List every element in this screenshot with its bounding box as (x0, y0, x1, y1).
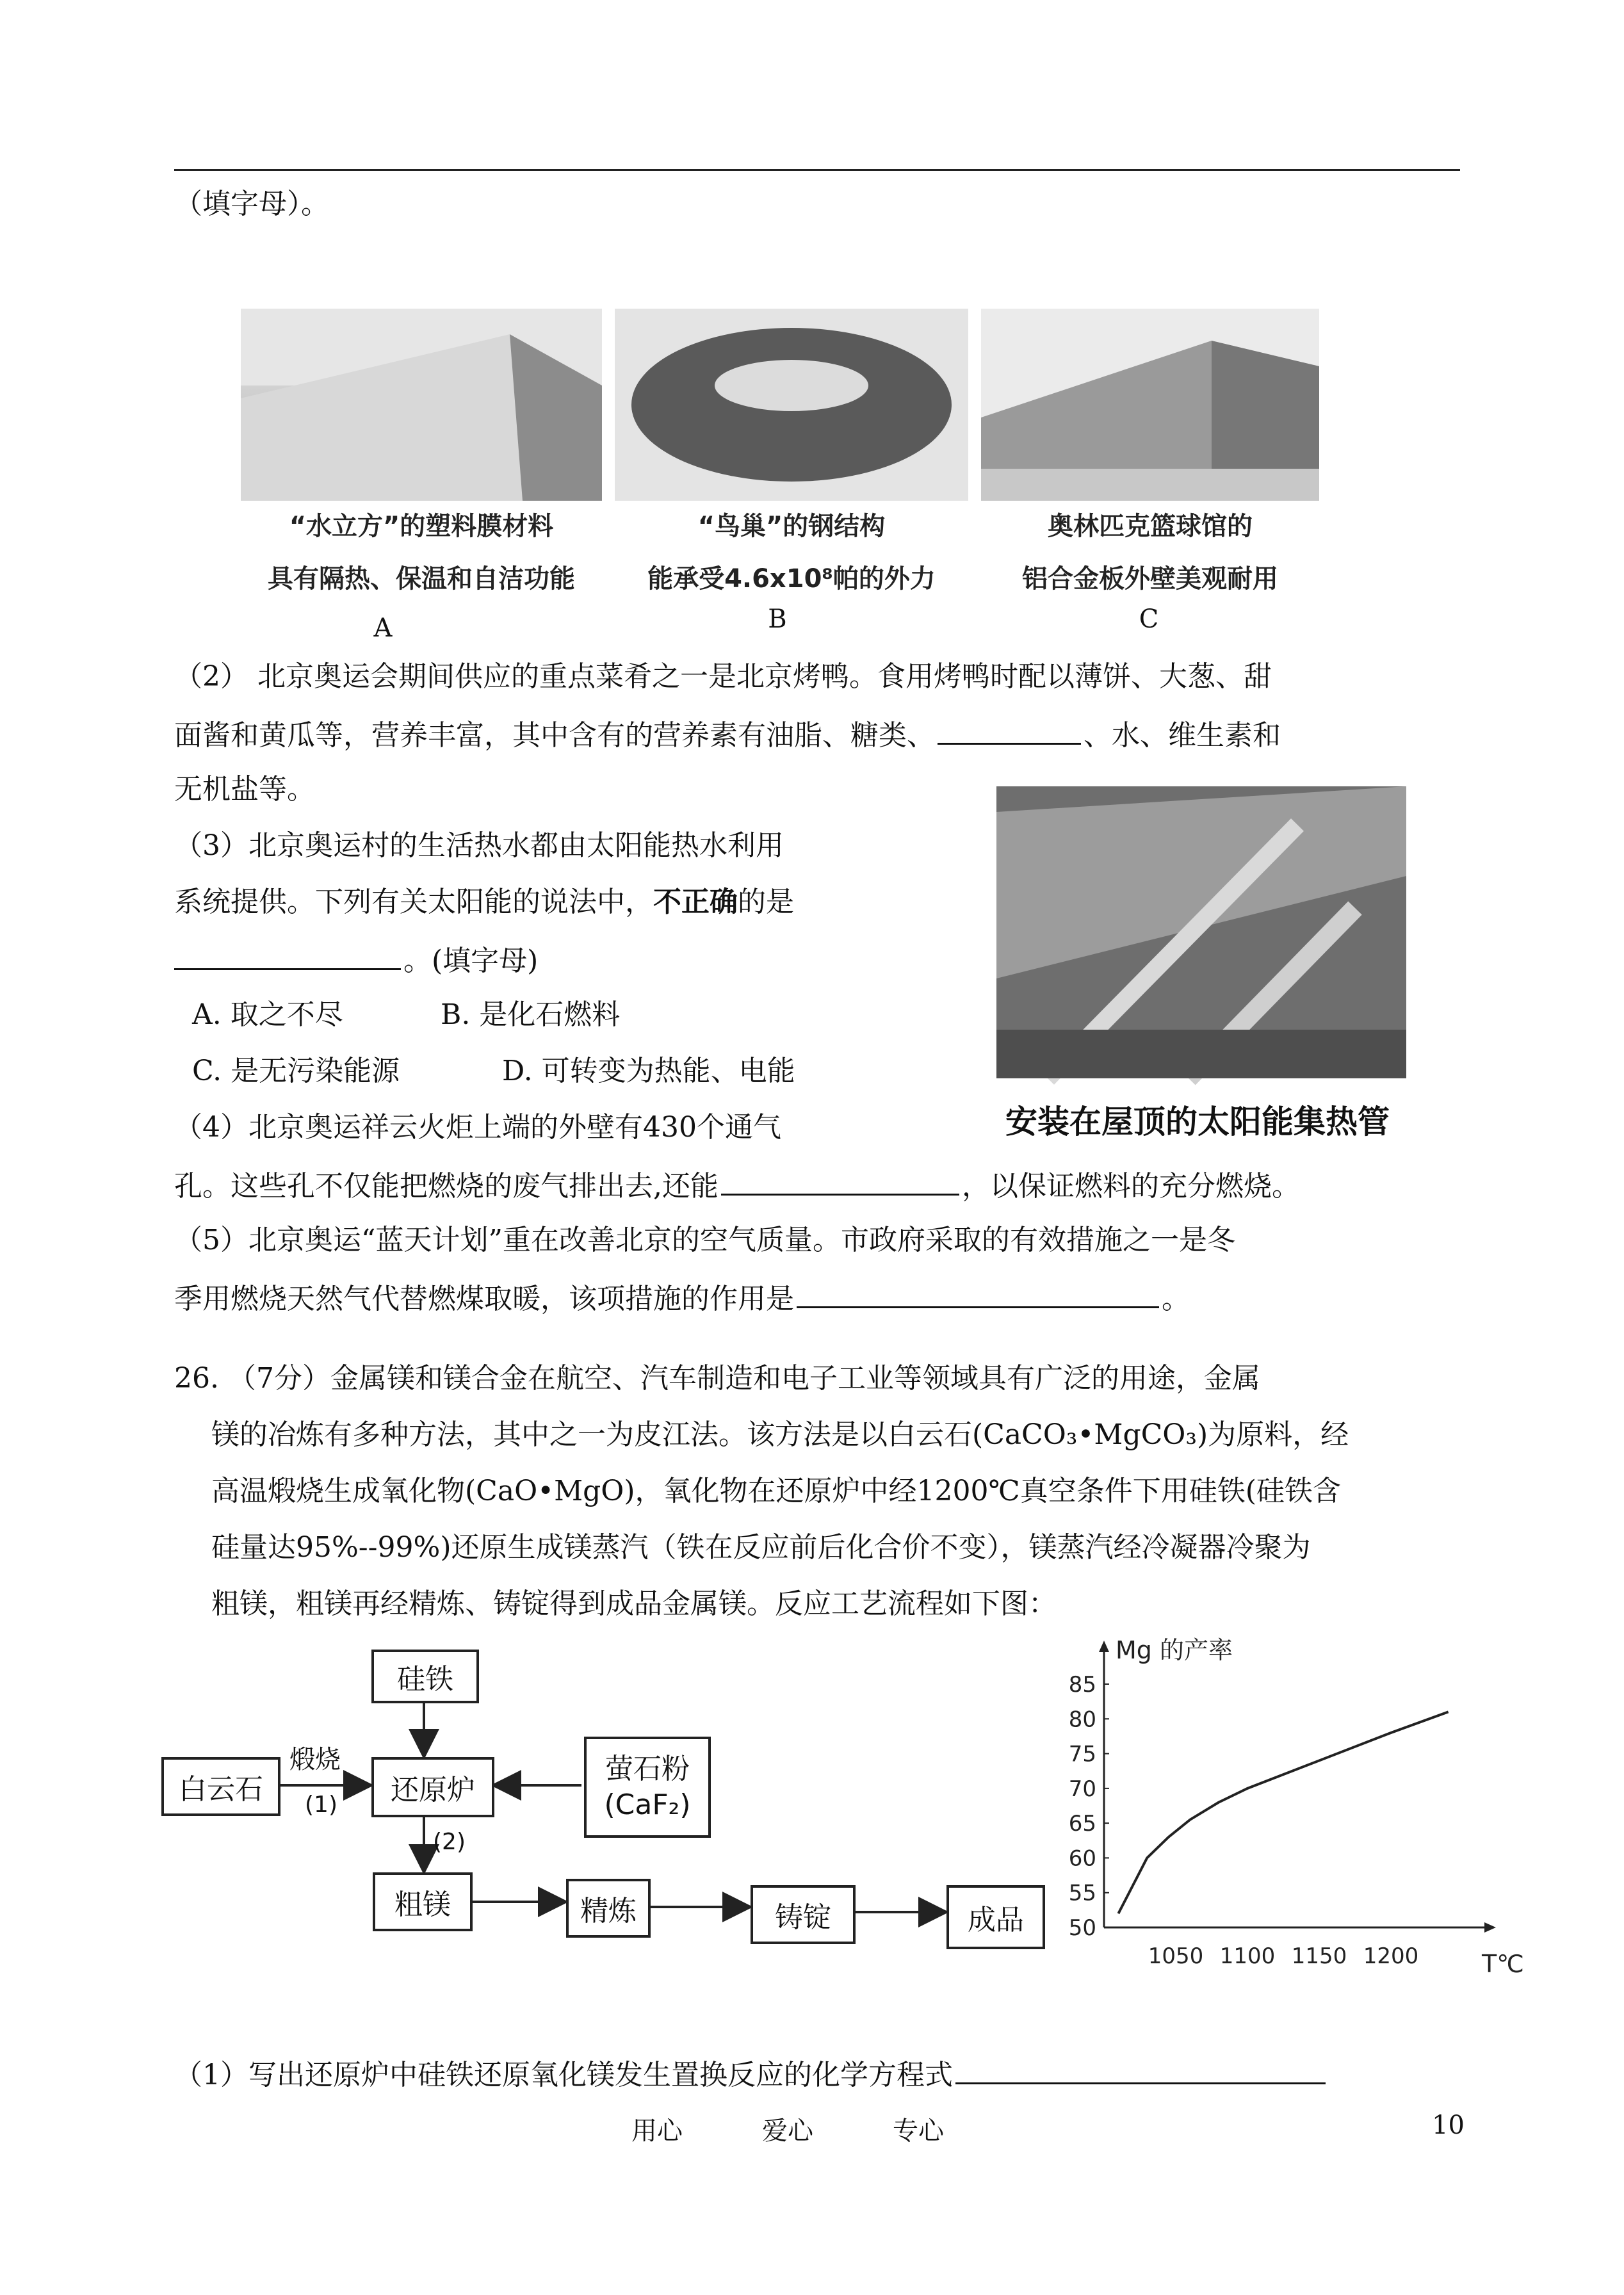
footer-zhuanxin: 专心 (893, 2116, 944, 2146)
photo-c-caption-2: 铝合金板外壁美观耐用 (1022, 564, 1278, 594)
q3-line3: 。(填字母) (174, 940, 538, 980)
flow-label-step2: (2) (433, 1829, 466, 1855)
q5-line1: （5）北京奥运“蓝天计划”重在改善北京的空气质量。市政府采取的有效措施之一是冬 (174, 1224, 1235, 1256)
q5-line2: 季用燃烧天然气代替燃煤取暖，该项措施的作用是 。 (174, 1278, 1190, 1318)
flow-box-zhuding: 铸锭 (751, 1885, 856, 1944)
q3-emphasis: 不正确 (653, 886, 738, 918)
x-axis-label: T℃ (1482, 1950, 1524, 1978)
flow-label-step1: (1) (305, 1792, 337, 1818)
photo-c-letter: C (1139, 604, 1159, 634)
footer-yongxin: 用心 (631, 2116, 683, 2146)
y-tick-label: 80 (1068, 1707, 1096, 1733)
flow-box-cumei: 粗镁 (373, 1872, 473, 1931)
q2-line2: 面酱和黄瓜等，营养丰富，其中含有的营养素有油脂、糖类、 、水、维生素和 (174, 715, 1281, 754)
y-axis-arrow (1099, 1641, 1109, 1652)
q2-line1: （2） 北京奥运会期间供应的重点菜肴之一是北京烤鸭。食用烤鸭时配以薄饼、大葱、甜 (174, 660, 1272, 693)
q4-line1: （4）北京奥运祥云火炬上端的外壁有430个通气 (174, 1111, 781, 1144)
q3-line2: 系统提供。下列有关太阳能的说法中，不正确的是 (174, 886, 794, 918)
flow-box-chengpin: 成品 (946, 1885, 1045, 1949)
mg-yield-chart (1050, 1626, 1524, 1985)
y-tick-label: 50 (1068, 1915, 1096, 1941)
flow-box-jinglian: 精炼 (566, 1879, 651, 1938)
y-tick-label: 65 (1068, 1811, 1096, 1837)
flow-box-guitie: 硅铁 (371, 1650, 479, 1703)
yield-curve (1118, 1712, 1448, 1913)
flow-label-calcine: 煅烧 (289, 1745, 341, 1774)
q26-line4: 硅量达95%--99%)还原生成镁蒸汽（铁在反应前后化合价不变），镁蒸汽经冷凝器冷聚为 (211, 1531, 1311, 1564)
photo-c-caption-1: 奥林匹克篮球馆的 (1048, 512, 1253, 541)
q3-line1: （3）北京奥运村的生活热水都由太阳能热水利用 (174, 829, 784, 862)
photo-b-caption-1: “鸟巢”的钢结构 (697, 512, 886, 541)
q2-line3: 无机盐等。 (174, 773, 315, 806)
flow-box-huanyuanlu: 还原炉 (371, 1757, 494, 1817)
y-tick-label: 55 (1068, 1880, 1096, 1906)
flow-box-baiyunshi: 白云石 (161, 1757, 280, 1816)
x-tick-label: 1050 (1148, 1943, 1204, 1969)
x-axis-arrow (1484, 1922, 1496, 1933)
q26-line1: 26. （7分）金属镁和镁合金在航空、汽车制造和电子工业等领域具有广泛的用途，金属 (174, 1362, 1260, 1395)
q3-option-d: D. 可转变为热能、电能 (502, 1055, 795, 1087)
flow-box-yingshi: 萤石粉 (CaF₂) (584, 1737, 711, 1838)
x-tick-label: 1100 (1219, 1943, 1276, 1969)
solar-photo-caption: 安装在屋顶的太阳能集热管 (1005, 1103, 1390, 1140)
q3-option-b: B. 是化石燃料 (441, 998, 621, 1031)
q26-line5: 粗镁，粗镁再经精炼、铸锭得到成品金属镁。反应工艺流程如下图： (211, 1587, 1057, 1620)
x-tick-label: 1200 (1363, 1943, 1419, 1969)
q3-option-a: A. 取之不尽 (192, 998, 343, 1031)
y-tick-label: 85 (1068, 1672, 1096, 1698)
top-fragment: （填字母）。 (174, 188, 329, 220)
q4-line2: 孔。这些孔不仅能把燃烧的废气排出去,还能 ，以保证燃料的充分燃烧。 (174, 1165, 1300, 1205)
q26-line2: 镁的冶炼有多种方法，其中之一为皮江法。该方法是以白云石(CaCO₃•MgCO₃)为原料，经 (211, 1418, 1349, 1451)
photo-b-letter: B (768, 604, 787, 634)
page-number: 10 (1432, 2111, 1465, 2140)
y-tick-label: 75 (1068, 1741, 1096, 1767)
x-tick-label: 1150 (1291, 1943, 1347, 1969)
photo-a-caption-2: 具有隔热、保温和自洁功能 (268, 564, 575, 594)
y-tick-label: 70 (1068, 1776, 1096, 1802)
photo-b-caption-2: 能承受4.6x10⁸帕的外力 (647, 564, 936, 594)
q26-line3: 高温煅烧生成氧化物(CaO•MgO)，氧化物在还原炉中经1200℃真空条件下用硅铁(硅铁含 (211, 1475, 1341, 1507)
photo-a-letter: A (373, 613, 393, 643)
q26-sub1: （1）写出还原炉中硅铁还原氧化镁发生置换反应的化学方程式 (174, 2054, 1328, 2094)
q3-option-c: C. 是无污染能源 (192, 1055, 400, 1087)
y-axis-label: Mg 的产率 (1116, 1636, 1233, 1664)
q26-sub1-answer-blank[interactable] (955, 2054, 1326, 2084)
footer-aixin: 爱心 (762, 2116, 813, 2146)
y-tick-label: 60 (1068, 1845, 1096, 1872)
photo-a-caption-1: “水立方”的塑料膜材料 (289, 512, 554, 541)
